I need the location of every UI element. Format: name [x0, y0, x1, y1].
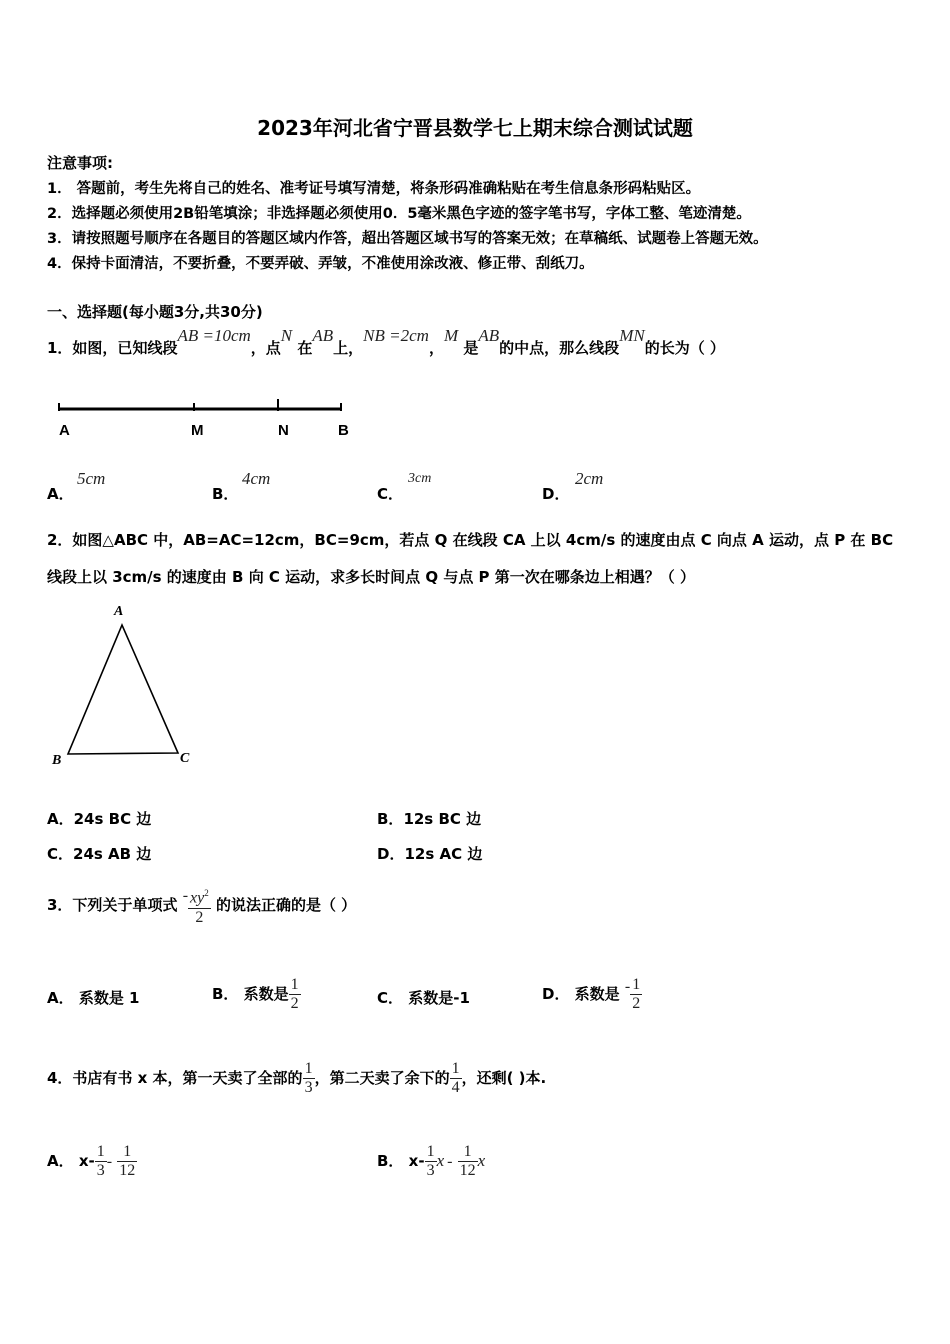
note-item: 3．请按照题号顺序在各题目的答题区域内作答，超出答题区域书写的答案无效；在草稿纸、试题卷上答题无效。 — [47, 231, 768, 247]
math-ab: AB — [312, 326, 334, 345]
point-label-b: B — [338, 422, 349, 439]
q2-option-b: B．12s BC 边 — [377, 810, 482, 828]
note-item: 4．保持卡面清洁，不要折叠，不要弄破、弄皱，不准使用涂改液、修正带、刮纸刀。 — [47, 256, 594, 272]
q2-option-d: D．12s AC 边 — [377, 845, 483, 863]
fraction-one-twelfth: $\frac{1}{12}$ — [119, 1143, 136, 1179]
fraction-one-third: $\frac{1}{3}$ — [304, 1060, 313, 1096]
q4-option-a: A． x- $\frac{1}{3}$ - $\frac{1}{12}$ — [47, 1143, 136, 1179]
fraction-one-half: $\frac{1}{2}$ — [290, 976, 299, 1012]
point-label-n: N — [278, 422, 289, 439]
section-heading: 一、选择题(每小题3分,共30分) — [47, 303, 263, 321]
math-ab-length: AB =10cm — [177, 326, 251, 345]
segment-figure — [50, 395, 360, 445]
fraction-one-half: $\frac{1}{2}$ — [632, 976, 641, 1012]
math-m: M — [443, 326, 459, 345]
negative-sign: - — [182, 887, 189, 904]
point-label-m: M — [191, 422, 204, 439]
monomial-fraction: $\frac{xy^2}{2}$ — [188, 884, 211, 926]
triangle-abc — [68, 625, 178, 754]
option-d-label: D． — [542, 485, 570, 503]
vertex-label-b: B — [52, 753, 62, 768]
q2-option-c: C．24s AB 边 — [47, 845, 152, 863]
q3-option-c: C． 系数是-1 — [377, 989, 470, 1007]
option-d-value: 2cm — [575, 469, 604, 488]
question-4-text: 4．书店有书 x 本，第一天卖了全部的 $\frac{1}{3}$ ，第二天卖了余下的 $\frac{1}{4}$ ，还剩( )本. — [47, 1060, 547, 1096]
fraction-one-quarter: $\frac{1}{4}$ — [451, 1060, 460, 1096]
question-1-text: 1．如图，已知线段AB =10cm，点N 在AB上，NB =2cm，M 是AB的中点，那么线段MN的长为（ ） — [47, 326, 725, 357]
vertex-label-c: C — [180, 751, 190, 766]
point-label-a: A — [59, 422, 70, 439]
math-nb-length: NB =2cm — [363, 326, 429, 345]
notes-heading: 注意事项: — [47, 154, 113, 172]
vertex-label-a: A — [114, 604, 124, 619]
page-title: 2023年河北省宁晋县数学七上期末综合测试试题 — [257, 116, 693, 140]
note-item: 1． 答题前，考生先将自己的姓名、准考证号填写清楚，将条形码准确粘贴在考生信息条形码粘贴区。 — [47, 181, 701, 197]
option-c-label: C． — [377, 485, 404, 503]
q3-option-d: D． 系数是 - $\frac{1}{2}$ — [542, 976, 641, 1012]
fraction-one-third: $\frac{1}{3}$ — [426, 1143, 435, 1179]
option-b-label: B． — [212, 485, 239, 503]
fraction-one-twelfth: $\frac{1}{12}$ — [459, 1143, 476, 1179]
q3-option-a: A． 系数是 1 — [47, 989, 140, 1007]
question-3-text: 3．下列关于单项式 - $\frac{xy^2}{2}$ 的说法正确的是（ ） — [47, 880, 356, 931]
question-2-line-1: 2．如图△ABC 中，AB=AC=12cm，BC=9cm，若点 Q 在线段 CA 上以 4cm/s 的速度由点 C 向点 A 运动，点 P 在 BC — [47, 531, 894, 549]
option-b-value: 4cm — [242, 469, 271, 488]
option-a-label: A． — [47, 485, 74, 503]
q3-option-b: B． 系数是 $\frac{1}{2}$ — [212, 976, 299, 1012]
math-mn: MN — [619, 326, 645, 345]
note-item: 2．选择题必须使用2B铅笔填涂；非选择题必须使用0．5毫米黑色字迹的签字笔书写，字体工整、笔迹清楚。 — [47, 206, 751, 222]
option-a-value: 5cm — [77, 469, 106, 488]
q4-option-b: B． x- $\frac{1}{3}$ x - $\frac{1}{12}$ x — [377, 1143, 486, 1179]
option-c-value: 3cm — [408, 471, 432, 486]
fraction-one-third: $\frac{1}{3}$ — [96, 1143, 105, 1179]
q2-option-a: A．24s BC 边 — [47, 810, 152, 828]
question-2-line-2: 线段上以 3cm/s 的速度由 B 向 C 运动，求多长时间点 Q 与点 P 第一次在哪条边上相遇？（ ） — [47, 568, 695, 586]
math-n: N — [280, 326, 293, 345]
math-ab: AB — [478, 326, 500, 345]
